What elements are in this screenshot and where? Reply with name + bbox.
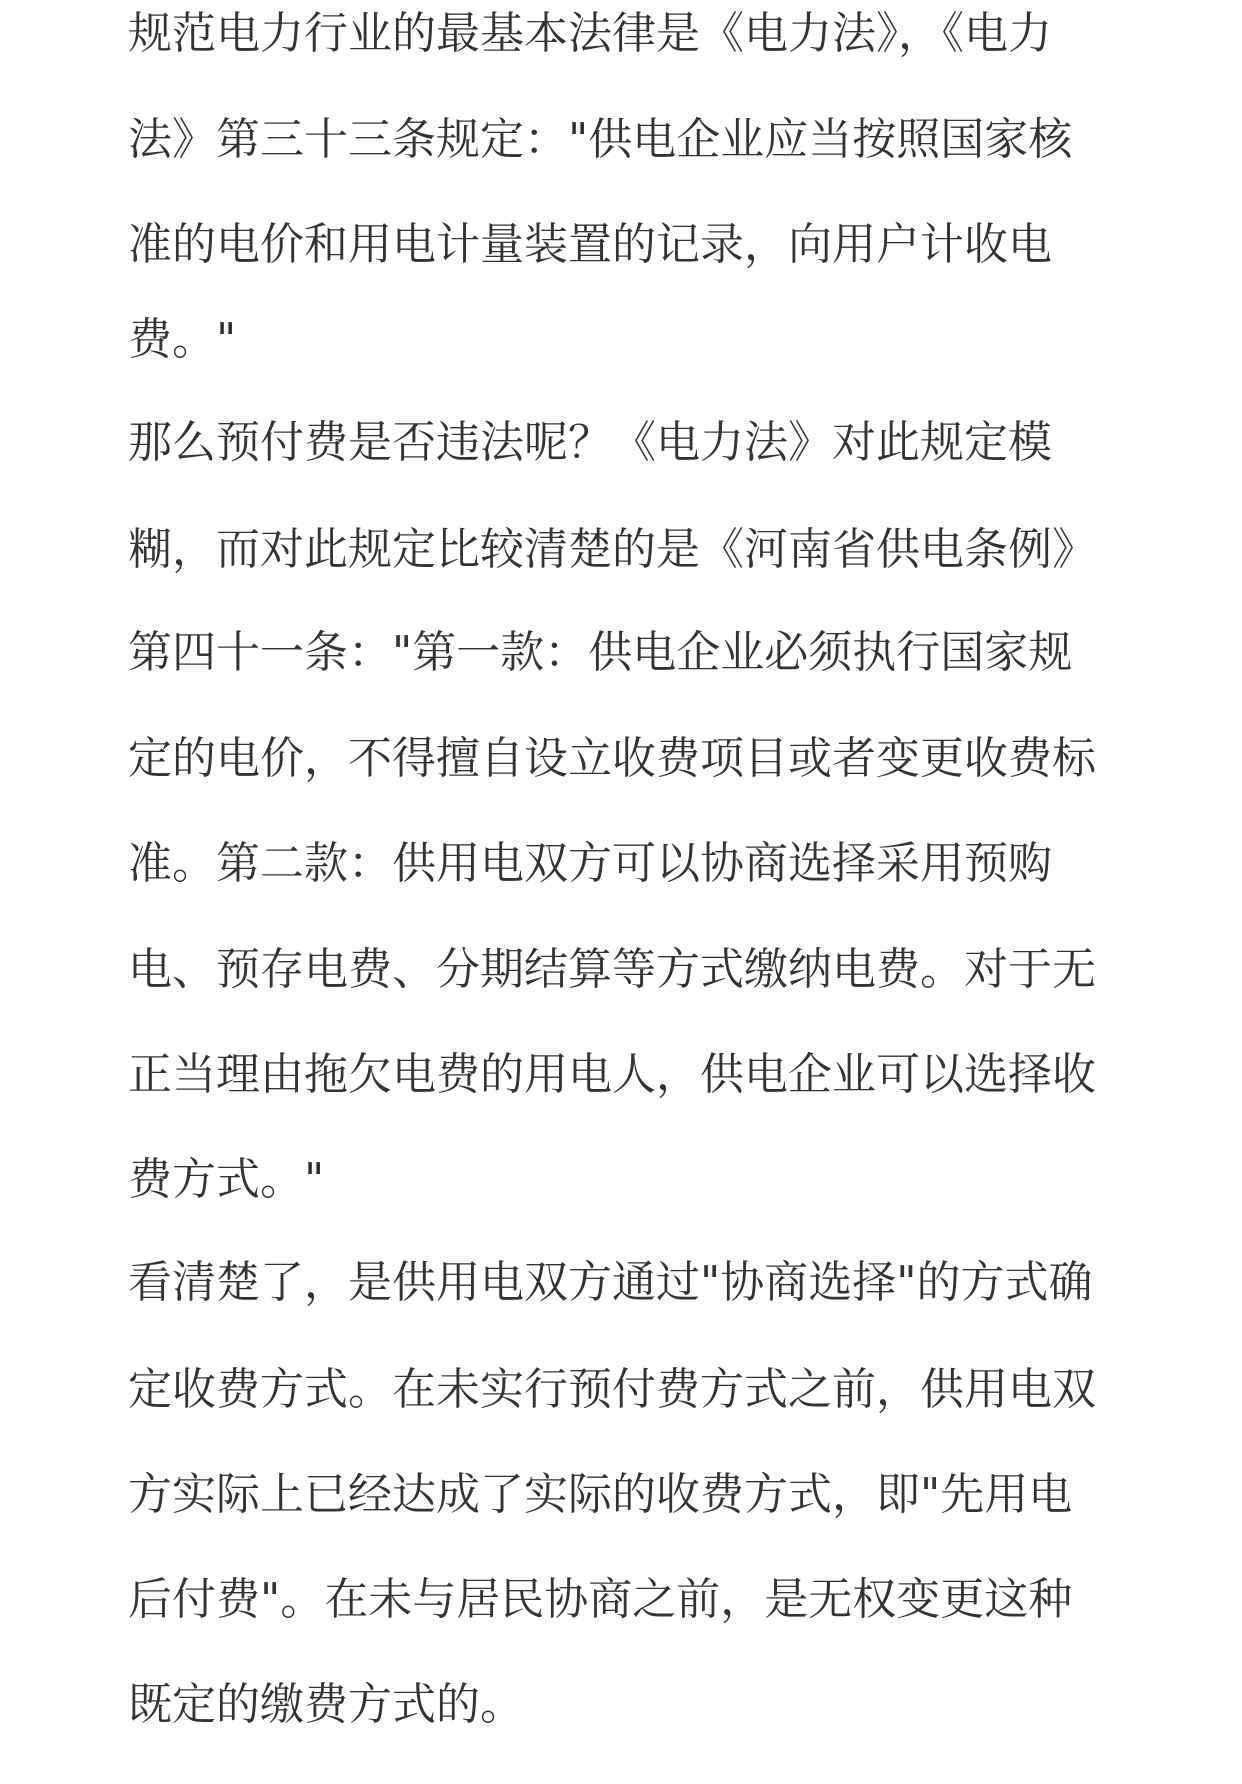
text-line: 既定的缴费方式的。	[128, 1679, 524, 1730]
text-line: 准。第二款：供用电双方可以协商选择采用预购	[128, 838, 1052, 889]
text-line: 糊，而对此规定比较清楚的是《河南省供电条例》	[128, 524, 1096, 575]
text-line: 费方式。"	[128, 1154, 325, 1205]
text-line: 后付费"。在未与居民协商之前，是无权变更这种	[128, 1574, 1073, 1625]
text-line: 法》第三十三条规定："供电企业应当按照国家核	[128, 114, 1073, 165]
text-line: 定的电价，不得擅自设立收费项目或者变更收费标	[128, 733, 1096, 784]
text-line: 第四十一条："第一款：供电企业必须执行国家规	[128, 627, 1073, 678]
text-line: 费。"	[128, 314, 237, 365]
text-line: 正当理由拖欠电费的用电人，供电企业可以选择收	[128, 1049, 1096, 1100]
text-line: 方实际上已经达成了实际的收费方式，即"先用电	[128, 1469, 1073, 1520]
text-line: 那么预付费是否违法呢？《电力法》对此规定模	[128, 417, 1052, 468]
text-line: 规范电力行业的最基本法律是《电力法》，《电力	[128, 8, 1052, 59]
text-line: 准的电价和用电计量装置的记录，向用户计收电	[128, 219, 1052, 270]
text-line: 电、预存电费、分期结算等方式缴纳电费。对于无	[128, 944, 1096, 995]
text-line: 定收费方式。在未实行预付费方式之前，供用电双	[128, 1364, 1096, 1415]
text-line: 看清楚了，是供用电双方通过"协商选择"的方式确	[128, 1257, 1093, 1308]
